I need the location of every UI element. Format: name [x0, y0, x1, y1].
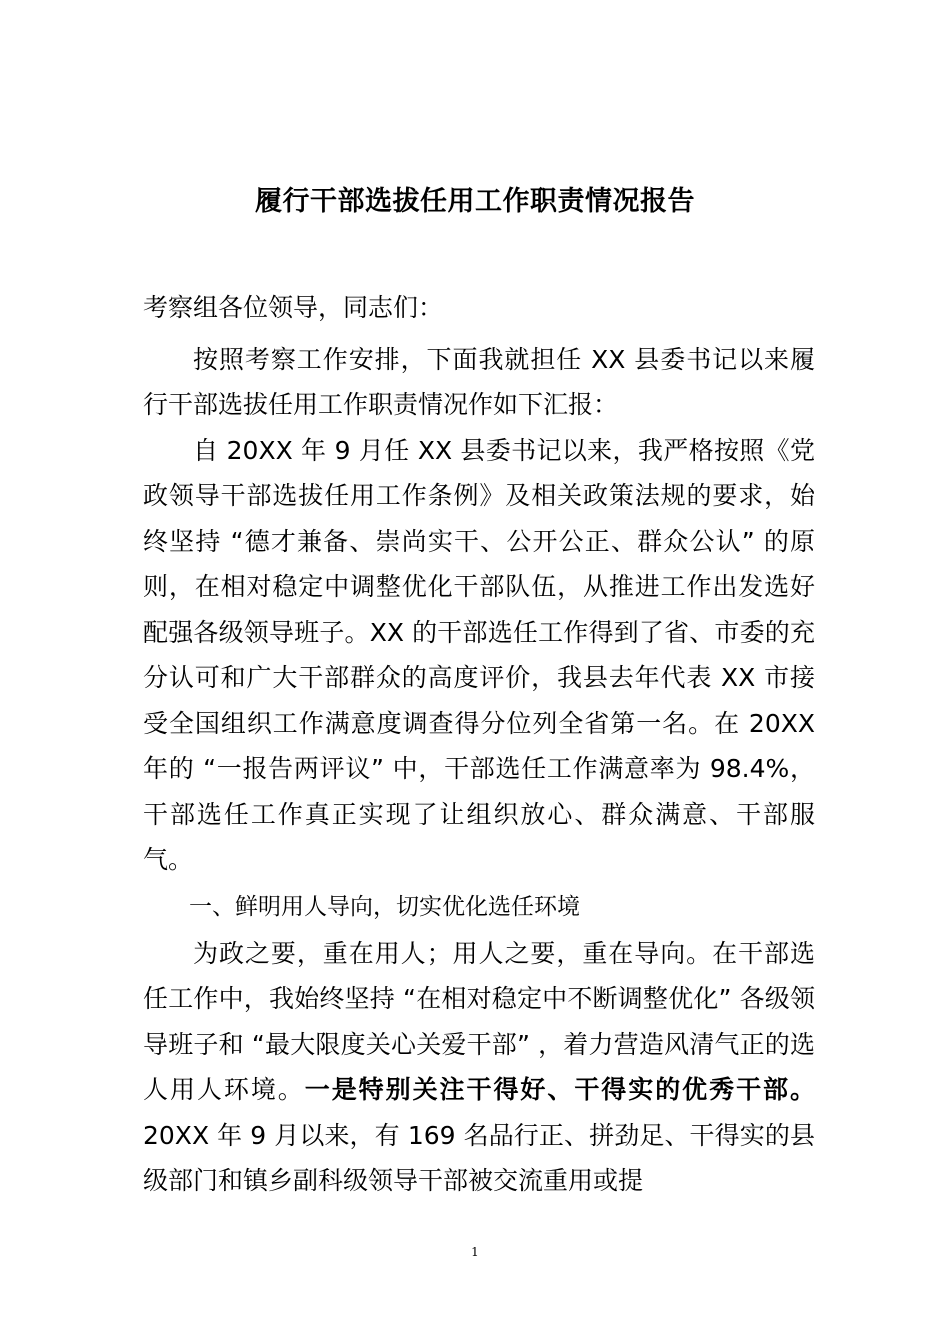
document-title: 履行干部选拔任用工作职责情况报告	[255, 186, 695, 217]
paragraph-section-one	[143, 931, 815, 1204]
paragraph-lead-text: 为政之要，重在用人；用人之要，重在导向。在干部选任工作中，我始终坚持 “在相对稳定中不断调整优化” 各级领导班子和 “最大限度关心关爱干部” ，着力营造风清气正的选人用人环境。	[143, 938, 815, 1104]
document-body	[143, 285, 815, 1204]
page-number: 1	[471, 1245, 479, 1259]
paragraph-tail-text: 20XX 年 9 月以来，有 169 名品行正、拼劲足、干得实的县级部门和镇乡副科级领导干部被交流重用或提	[143, 1120, 815, 1195]
paragraph-intro: 按照考察工作安排，下面我就担任 XX 县委书记以来履行干部选拔任用工作职责情况作如下汇报：	[143, 344, 815, 419]
section-heading-one: 一、鲜明用人导向，切实优化选任环境	[189, 893, 580, 920]
paragraph-overview: 自 20XX 年 9 月任 XX 县委书记以来，我严格按照《党政领导干部选拔任用工作条例》及相关政策法规的要求，始终坚持 “德才兼备、崇尚实干、公开公正、群众公认” 的原则，在相对稳定中调整优化干部队伍，从推进工作出发选好配强各级领导班子。XX 的干部选任工作得到了省、市委的充分认可和广大干部群众的高度评价，我县去年代表 XX 市接受全国组织工作满意度调查得分位列全省第一名。在 20XX 年的 “一报告两评议” 中，干部选任工作满意率为 98.4%，干部选任工作真正实现了让组织放心、群众满意、干部服气。	[143, 435, 815, 874]
salutation: 考察组各位领导，同志们：	[143, 293, 444, 322]
paragraph-bold-point: 一是特别关注干得好、干得实的优秀干部。	[304, 1075, 815, 1104]
